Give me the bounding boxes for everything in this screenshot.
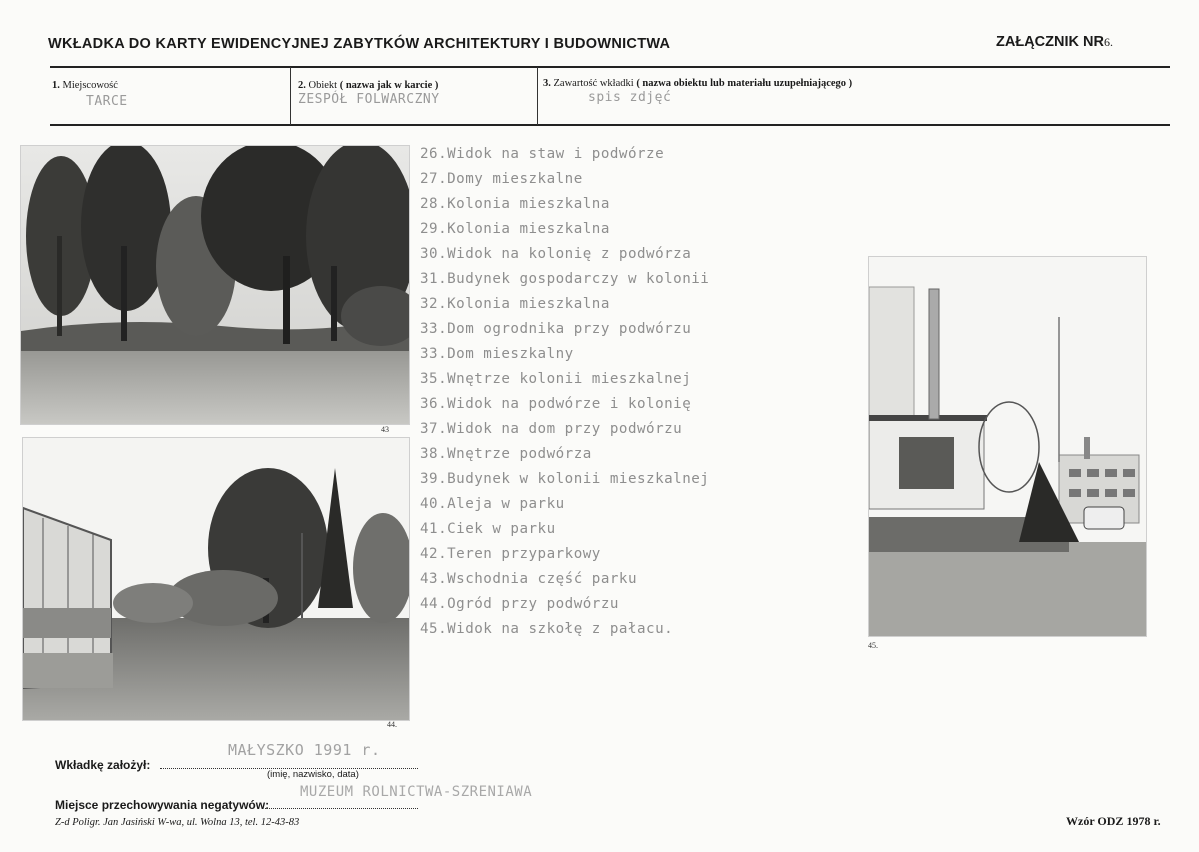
list-item: 45.Widok na szkołę z pałacu. [420,621,674,637]
header-divider-2 [537,67,538,125]
photo-school-view-image [869,257,1146,636]
photo-park-trees [20,145,410,425]
list-item: 42.Teren przyparkowy [420,546,601,562]
content-label: 3. Zawartość wkładki ( nazwa obiektu lub materiału uzupełniającego ) [543,78,853,89]
list-item: 37.Widok na dom przy podwórzu [420,421,683,437]
list-item: 36.Widok na podwórze i kolonię [420,396,692,412]
list-item: 30.Widok na kolonię z podwórza [420,246,692,262]
header-top-rule [50,66,1170,68]
list-item: 41.Ciek w parku [420,521,556,537]
photo-list [420,142,709,642]
negatives-value: MUZEUM ROLNICTWA-SZRENIAWA [300,784,533,800]
list-item: 40.Aleja w parku [420,496,565,512]
photo-greenhouse-garden-image [23,438,409,720]
list-item: 38.Wnętrze podwórza [420,446,592,462]
object-label: 2. Obiekt ( nazwa jak w karcie ) [298,80,439,91]
photo-school-view [868,256,1147,637]
creator-value: MAŁYSZKO 1991 r. [228,741,381,759]
form-title: WKŁADKA DO KARTY EWIDENCYJNEJ ZABYTKÓW ARCHITEKTURY I BUDOWNICTWA [48,36,671,52]
annex-number: 6. [1103,35,1113,49]
photo-greenhouse-garden [22,437,410,721]
negatives-label: Miejsce przechowywania negatywów: [55,798,270,812]
place-value: TARCE [86,94,128,109]
list-item: 33.Dom mieszkalny [420,346,574,362]
list-item: 27.Domy mieszkalne [420,171,583,187]
photo-greenhouse-garden-caption: 44. [387,720,397,729]
list-item: 43.Wschodnia część parku [420,571,637,587]
content-value: spis zdjęć [588,90,672,105]
creator-label: Wkładkę założył: [55,758,151,772]
photo-school-view-caption: 45. [868,641,878,650]
list-item: 26.Widok na staw i podwórze [420,146,665,162]
object-value: ZESPÓŁ FOLWARCZNY [298,92,440,107]
header-bottom-rule [50,124,1170,126]
photo-park-trees-caption: 43 [381,425,389,434]
printer-imprint: Z-d Poligr. Jan Jasiński W-wa, ul. Wolna 13, tel. 12-43-83 [55,817,300,828]
header-divider-1 [290,67,291,125]
list-item: 33.Dom ogrodnika przy podwórzu [420,321,692,337]
list-item: 35.Wnętrze kolonii mieszkalnej [420,371,692,387]
list-item: 28.Kolonia mieszkalna [420,196,610,212]
creator-note: (imię, nazwisko, data) [267,769,359,780]
list-item: 31.Budynek gospodarczy w kolonii [420,271,710,287]
list-item: 29.Kolonia mieszkalna [420,221,610,237]
list-item: 39.Budynek w kolonii mieszkalnej [420,471,710,487]
list-item: 32.Kolonia mieszkalna [420,296,610,312]
place-label: 1. Miejscowość [52,80,118,91]
list-item: 44.Ogród przy podwórzu [420,596,619,612]
annex-label: ZAŁĄCZNIK NR6. [996,34,1113,50]
form-template-id: Wzór ODZ 1978 r. [1066,814,1161,828]
photo-park-trees-image [21,146,409,424]
